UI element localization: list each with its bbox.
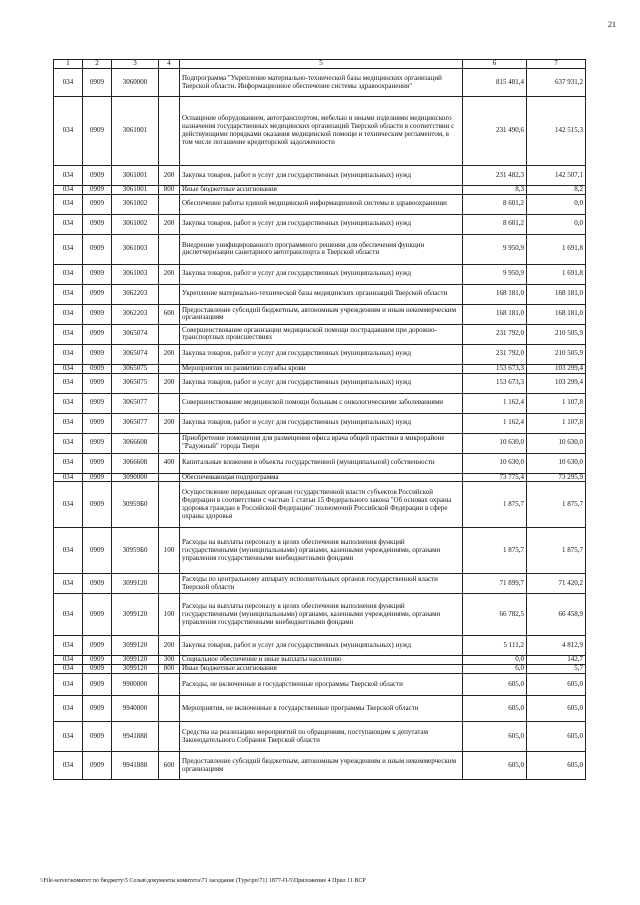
cell-amount-2016: 153 673,3: [463, 373, 527, 393]
cell-description: Закупка товаров, работ и услуг для государственных (муниципальных) нужд: [180, 264, 463, 284]
cell-admin-code: 034: [54, 473, 83, 482]
table-row: [54, 528, 586, 574]
cell-target-article: 30959Б0: [112, 528, 159, 574]
cell-expense-type: [159, 234, 180, 264]
cell-expense-type: [159, 364, 180, 373]
table-row: [54, 453, 586, 473]
cell-expense-type: 200: [159, 166, 180, 186]
cell-target-article: 3065074: [112, 324, 159, 344]
table-row: [54, 413, 586, 433]
cell-amount-2017: 1 691,8: [527, 264, 586, 284]
cell-admin-code: 034: [54, 665, 83, 674]
cell-description: Иные бюджетные ассигнования: [180, 186, 463, 195]
cell-amount-2016: 605,0: [463, 696, 527, 722]
cell-section-code: 0909: [83, 665, 112, 674]
cell-amount-2017: 210 505,9: [527, 324, 586, 344]
cell-expense-type: [159, 722, 180, 752]
cell-target-article: 3090000: [112, 473, 159, 482]
cell-section-code: 0909: [83, 482, 112, 528]
table-row: [54, 433, 586, 453]
cell-amount-2016: 1 162,4: [463, 413, 527, 433]
cell-description: Предоставление субсидий бюджетным, автономным учреждениям и иным некоммерческим организациям: [180, 752, 463, 780]
cell-target-article: 3061001: [112, 97, 159, 166]
cell-expense-type: 100: [159, 594, 180, 636]
cell-admin-code: 034: [54, 364, 83, 373]
table-row: [54, 344, 586, 364]
cell-amount-2017: 1 875,7: [527, 482, 586, 528]
cell-section-code: 0909: [83, 393, 112, 413]
cell-expense-type: [159, 433, 180, 453]
cell-description: Расходы на выплаты персоналу в целях обеспечения выполнения функций государственными (муниципальными) органами, казенными учреждениями, органами управления государственными внебюджетными фондами: [180, 528, 463, 574]
cell-section-code: 0909: [83, 433, 112, 453]
cell-section-code: 0909: [83, 364, 112, 373]
cell-amount-2017: 605,0: [527, 696, 586, 722]
cell-section-code: 0909: [83, 453, 112, 473]
cell-amount-2017: 0,0: [527, 194, 586, 214]
cell-target-article: 3062203: [112, 284, 159, 304]
cell-target-article: 3065075: [112, 373, 159, 393]
cell-expense-type: [159, 473, 180, 482]
cell-description: Социальное обеспечение и иные выплаты населению: [180, 656, 463, 665]
table-row: [54, 186, 586, 195]
cell-amount-2017: 5,7: [527, 665, 586, 674]
column-header: 2: [83, 60, 112, 69]
cell-target-article: 3061002: [112, 194, 159, 214]
cell-amount-2017: 8,2: [527, 186, 586, 195]
cell-amount-2016: 231 792,0: [463, 344, 527, 364]
cell-amount-2016: 10 630,0: [463, 433, 527, 453]
cell-section-code: 0909: [83, 722, 112, 752]
table-row: [54, 364, 586, 373]
column-header: 4: [159, 60, 180, 69]
cell-target-article: 3065074: [112, 344, 159, 364]
cell-amount-2016: 10 630,0: [463, 453, 527, 473]
cell-admin-code: 034: [54, 97, 83, 166]
table-row: [54, 752, 586, 780]
cell-amount-2017: 637 931,2: [527, 69, 586, 97]
cell-admin-code: 034: [54, 594, 83, 636]
cell-expense-type: [159, 97, 180, 166]
cell-section-code: 0909: [83, 166, 112, 186]
budget-table: [53, 59, 586, 780]
cell-admin-code: 034: [54, 264, 83, 284]
column-header: 1: [54, 60, 83, 69]
table-row: [54, 264, 586, 284]
cell-amount-2016: 605,0: [463, 674, 527, 696]
cell-description: Иные бюджетные ассигнования: [180, 665, 463, 674]
cell-amount-2016: 815 481,4: [463, 69, 527, 97]
table-row: [54, 482, 586, 528]
cell-amount-2017: 142 515,3: [527, 97, 586, 166]
cell-amount-2016: 168 181,0: [463, 284, 527, 304]
cell-expense-type: [159, 574, 180, 594]
cell-target-article: 3099120: [112, 574, 159, 594]
cell-amount-2017: 605,0: [527, 722, 586, 752]
cell-section-code: 0909: [83, 194, 112, 214]
cell-amount-2016: 605,0: [463, 722, 527, 752]
cell-target-article: 3061003: [112, 234, 159, 264]
cell-section-code: 0909: [83, 696, 112, 722]
cell-amount-2016: 231 490,6: [463, 97, 527, 166]
cell-target-article: 9940000: [112, 696, 159, 722]
cell-admin-code: 034: [54, 674, 83, 696]
cell-description: Приобретение помещения для размещения офиса врача общей практики в микрорайоне "Радужный" города Твери: [180, 433, 463, 453]
cell-section-code: 0909: [83, 234, 112, 264]
cell-target-article: 3099120: [112, 594, 159, 636]
cell-section-code: 0909: [83, 264, 112, 284]
cell-section-code: 0909: [83, 373, 112, 393]
cell-amount-2016: 0,0: [463, 656, 527, 665]
cell-description: Внедрение унифицированного программного решения для обеспечения функции диспетчеризации санитарного автотранспорта в Тверской области: [180, 234, 463, 264]
cell-target-article: 9900000: [112, 674, 159, 696]
cell-admin-code: 034: [54, 636, 83, 656]
cell-section-code: 0909: [83, 304, 112, 324]
cell-description: Предоставление субсидий бюджетным, автономным учреждениям и иным некоммерческим организациям: [180, 304, 463, 324]
cell-description: Осуществление переданных органам государственной власти субъектов Российской Федерации в соответствии с частью 1 статьи 15 Федерального закона "Об основах охраны здоровья граждан в Российской Федерации" полномочий Российской Федерации в сфере охраны здоровья: [180, 482, 463, 528]
cell-admin-code: 034: [54, 166, 83, 186]
cell-section-code: 0909: [83, 69, 112, 97]
cell-description: Расходы, не включенные в государственные программы Тверской области: [180, 674, 463, 696]
cell-expense-type: [159, 482, 180, 528]
cell-description: Средства на реализацию мероприятий по обращениям, поступающим к депутатам Законодательного Собрания Тверской области: [180, 722, 463, 752]
cell-description: Капитальные вложения в объекты государственной (муниципальной) собственности: [180, 453, 463, 473]
cell-expense-type: [159, 69, 180, 97]
cell-admin-code: 034: [54, 696, 83, 722]
column-header: 5: [180, 60, 463, 69]
cell-amount-2017: 73 295,9: [527, 473, 586, 482]
cell-target-article: 3065077: [112, 413, 159, 433]
cell-expense-type: [159, 393, 180, 413]
cell-description: Мероприятия, не включенные в государственные программы Тверской области: [180, 696, 463, 722]
cell-amount-2017: 168 181,0: [527, 284, 586, 304]
table-row: [54, 722, 586, 752]
cell-description: Закупка товаров, работ и услуг для государственных (муниципальных) нужд: [180, 373, 463, 393]
cell-section-code: 0909: [83, 473, 112, 482]
cell-expense-type: 200: [159, 344, 180, 364]
cell-amount-2017: 66 458,9: [527, 594, 586, 636]
cell-expense-type: 800: [159, 186, 180, 195]
cell-description: Подпрограмма "Укрепление материально-технической базы медицинских организаций Тверской области. Информационное обеспечение системы здравоохранения": [180, 69, 463, 97]
column-header: 3: [112, 60, 159, 69]
cell-admin-code: 034: [54, 752, 83, 780]
table-row: [54, 69, 586, 97]
cell-target-article: 3066608: [112, 453, 159, 473]
table-row: [54, 393, 586, 413]
cell-amount-2016: 1 162,4: [463, 393, 527, 413]
table-row: [54, 696, 586, 722]
cell-amount-2016: 8 601,2: [463, 194, 527, 214]
cell-amount-2016: 231 792,0: [463, 324, 527, 344]
table-row: [54, 373, 586, 393]
cell-target-article: 3061002: [112, 214, 159, 234]
cell-target-article: 3066608: [112, 433, 159, 453]
cell-target-article: 3061001: [112, 166, 159, 186]
cell-description: Совершенствование медицинской помощи больным с онкологическими заболеваниями: [180, 393, 463, 413]
cell-expense-type: [159, 674, 180, 696]
cell-amount-2017: 1 875,7: [527, 528, 586, 574]
cell-target-article: 3099120: [112, 665, 159, 674]
cell-admin-code: 034: [54, 433, 83, 453]
cell-amount-2016: 9 950,9: [463, 234, 527, 264]
cell-admin-code: 034: [54, 656, 83, 665]
cell-section-code: 0909: [83, 674, 112, 696]
cell-amount-2016: 9 950,9: [463, 264, 527, 284]
cell-expense-type: 200: [159, 413, 180, 433]
cell-amount-2017: 605,0: [527, 752, 586, 780]
cell-description: Расходы по центральному аппарату исполнительных органов государственной власти Тверской области: [180, 574, 463, 594]
cell-amount-2016: 168 181,0: [463, 304, 527, 324]
cell-amount-2017: 1 691,8: [527, 234, 586, 264]
cell-target-article: 9941888: [112, 722, 159, 752]
header-row: [54, 60, 586, 69]
cell-description: Расходы на выплаты персоналу в целях обеспечения выполнения функций государственными (муниципальными) органами, казенными учреждениями, органами управления государственными внебюджетными фондами: [180, 594, 463, 636]
cell-description: Обеспечение работы единой медицинской информационной системы в здравоохранении: [180, 194, 463, 214]
cell-admin-code: 034: [54, 482, 83, 528]
cell-amount-2016: 5 111,2: [463, 636, 527, 656]
cell-section-code: 0909: [83, 324, 112, 344]
cell-section-code: 0909: [83, 344, 112, 364]
cell-admin-code: 034: [54, 722, 83, 752]
cell-amount-2016: 1 875,7: [463, 482, 527, 528]
cell-section-code: 0909: [83, 752, 112, 780]
table-row: [54, 594, 586, 636]
cell-section-code: 0909: [83, 656, 112, 665]
column-header: 6: [463, 60, 527, 69]
table-row: [54, 97, 586, 166]
cell-amount-2016: 71 899,7: [463, 574, 527, 594]
cell-amount-2017: 71 420,2: [527, 574, 586, 594]
table-row: [54, 574, 586, 594]
cell-expense-type: 600: [159, 752, 180, 780]
cell-admin-code: 034: [54, 234, 83, 264]
table-row: [54, 194, 586, 214]
cell-admin-code: 034: [54, 194, 83, 214]
cell-amount-2017: 142 507,1: [527, 166, 586, 186]
cell-expense-type: 300: [159, 656, 180, 665]
cell-amount-2016: 73 775,4: [463, 473, 527, 482]
column-header: 7: [527, 60, 586, 69]
cell-description: Закупка товаров, работ и услуг для государственных (муниципальных) нужд: [180, 636, 463, 656]
table-row: [54, 473, 586, 482]
table-row: [54, 304, 586, 324]
cell-description: Совершенствование организации медицинской помощи пострадавшим при дорожно-транспортных происшествиях: [180, 324, 463, 344]
page-number: 21: [608, 20, 616, 29]
cell-target-article: 3060000: [112, 69, 159, 97]
cell-target-article: 3061001: [112, 186, 159, 195]
cell-target-article: 3065077: [112, 393, 159, 413]
cell-amount-2016: 231 482,3: [463, 166, 527, 186]
cell-amount-2017: 142,7: [527, 656, 586, 665]
table-body: [54, 69, 586, 780]
cell-admin-code: 034: [54, 324, 83, 344]
cell-amount-2017: 4 812,9: [527, 636, 586, 656]
table-row: [54, 234, 586, 264]
cell-admin-code: 034: [54, 574, 83, 594]
table-row: [54, 214, 586, 234]
cell-amount-2016: 605,0: [463, 752, 527, 780]
cell-admin-code: 034: [54, 304, 83, 324]
cell-expense-type: 200: [159, 214, 180, 234]
cell-amount-2016: 8,3: [463, 186, 527, 195]
cell-expense-type: [159, 696, 180, 722]
table-row: [54, 665, 586, 674]
cell-amount-2016: 1 875,7: [463, 528, 527, 574]
cell-section-code: 0909: [83, 413, 112, 433]
cell-target-article: 3099120: [112, 656, 159, 665]
cell-target-article: 3099120: [112, 636, 159, 656]
cell-amount-2017: 210 505,9: [527, 344, 586, 364]
cell-admin-code: 034: [54, 69, 83, 97]
cell-admin-code: 034: [54, 284, 83, 304]
cell-expense-type: 200: [159, 636, 180, 656]
cell-description: Закупка товаров, работ и услуг для государственных (муниципальных) нужд: [180, 214, 463, 234]
cell-description: Мероприятия по развитию службы крови: [180, 364, 463, 373]
cell-section-code: 0909: [83, 636, 112, 656]
cell-section-code: 0909: [83, 594, 112, 636]
cell-amount-2016: 6,0: [463, 665, 527, 674]
cell-amount-2017: 605,0: [527, 674, 586, 696]
cell-expense-type: [159, 284, 180, 304]
cell-expense-type: 800: [159, 665, 180, 674]
cell-amount-2017: 0,0: [527, 214, 586, 234]
cell-expense-type: 200: [159, 373, 180, 393]
cell-amount-2017: 1 107,8: [527, 393, 586, 413]
table-row: [54, 284, 586, 304]
cell-section-code: 0909: [83, 186, 112, 195]
cell-expense-type: [159, 194, 180, 214]
cell-section-code: 0909: [83, 214, 112, 234]
cell-amount-2017: 1 107,8: [527, 413, 586, 433]
cell-target-article: 3062203: [112, 304, 159, 324]
cell-admin-code: 034: [54, 393, 83, 413]
cell-amount-2017: 103 299,4: [527, 373, 586, 393]
cell-admin-code: 034: [54, 186, 83, 195]
cell-admin-code: 034: [54, 413, 83, 433]
footer-file-path: \\File-server\комитет по бюджету\5 Созыв\документы комитета\71 заседание (Туре\рп\71) 1877-П-5\Приложение 4 Прил 11 ВСР: [40, 878, 366, 884]
cell-admin-code: 034: [54, 528, 83, 574]
cell-section-code: 0909: [83, 574, 112, 594]
cell-target-article: 3061003: [112, 264, 159, 284]
cell-description: Оснащение оборудованием, автотранспортом, мебелью и иными изделиями медицинского назначения государственных медицинских организаций Тверской области в соответствии с действующими порядками оказания медицинской помощи и техническим регламентом, в том числе погашение кредиторской задолженности: [180, 97, 463, 166]
cell-amount-2016: 153 673,3: [463, 364, 527, 373]
cell-description: Закупка товаров, работ и услуг для государственных (муниципальных) нужд: [180, 344, 463, 364]
cell-section-code: 0909: [83, 528, 112, 574]
table-row: [54, 636, 586, 656]
cell-target-article: 3065075: [112, 364, 159, 373]
table-row: [54, 166, 586, 186]
cell-description: Укрепление материально-технической базы медицинских организаций Тверской области: [180, 284, 463, 304]
cell-amount-2017: 10 630,0: [527, 453, 586, 473]
cell-admin-code: 034: [54, 214, 83, 234]
cell-target-article: 9941888: [112, 752, 159, 780]
cell-description: Закупка товаров, работ и услуг для государственных (муниципальных) нужд: [180, 413, 463, 433]
cell-amount-2017: 10 630,0: [527, 433, 586, 453]
cell-expense-type: 100: [159, 528, 180, 574]
cell-amount-2017: 168 181,0: [527, 304, 586, 324]
cell-amount-2016: 8 601,2: [463, 214, 527, 234]
cell-expense-type: 400: [159, 453, 180, 473]
cell-section-code: 0909: [83, 97, 112, 166]
cell-target-article: 30959Б0: [112, 482, 159, 528]
table-row: [54, 674, 586, 696]
cell-amount-2017: 103 299,4: [527, 364, 586, 373]
cell-admin-code: 034: [54, 344, 83, 364]
table-row: [54, 324, 586, 344]
cell-amount-2016: 66 782,5: [463, 594, 527, 636]
cell-admin-code: 034: [54, 453, 83, 473]
cell-admin-code: 034: [54, 373, 83, 393]
cell-expense-type: 600: [159, 304, 180, 324]
cell-expense-type: [159, 324, 180, 344]
cell-description: Обеспечивающая подпрограмма: [180, 473, 463, 482]
cell-section-code: 0909: [83, 284, 112, 304]
cell-description: Закупка товаров, работ и услуг для государственных (муниципальных) нужд: [180, 166, 463, 186]
cell-expense-type: 200: [159, 264, 180, 284]
